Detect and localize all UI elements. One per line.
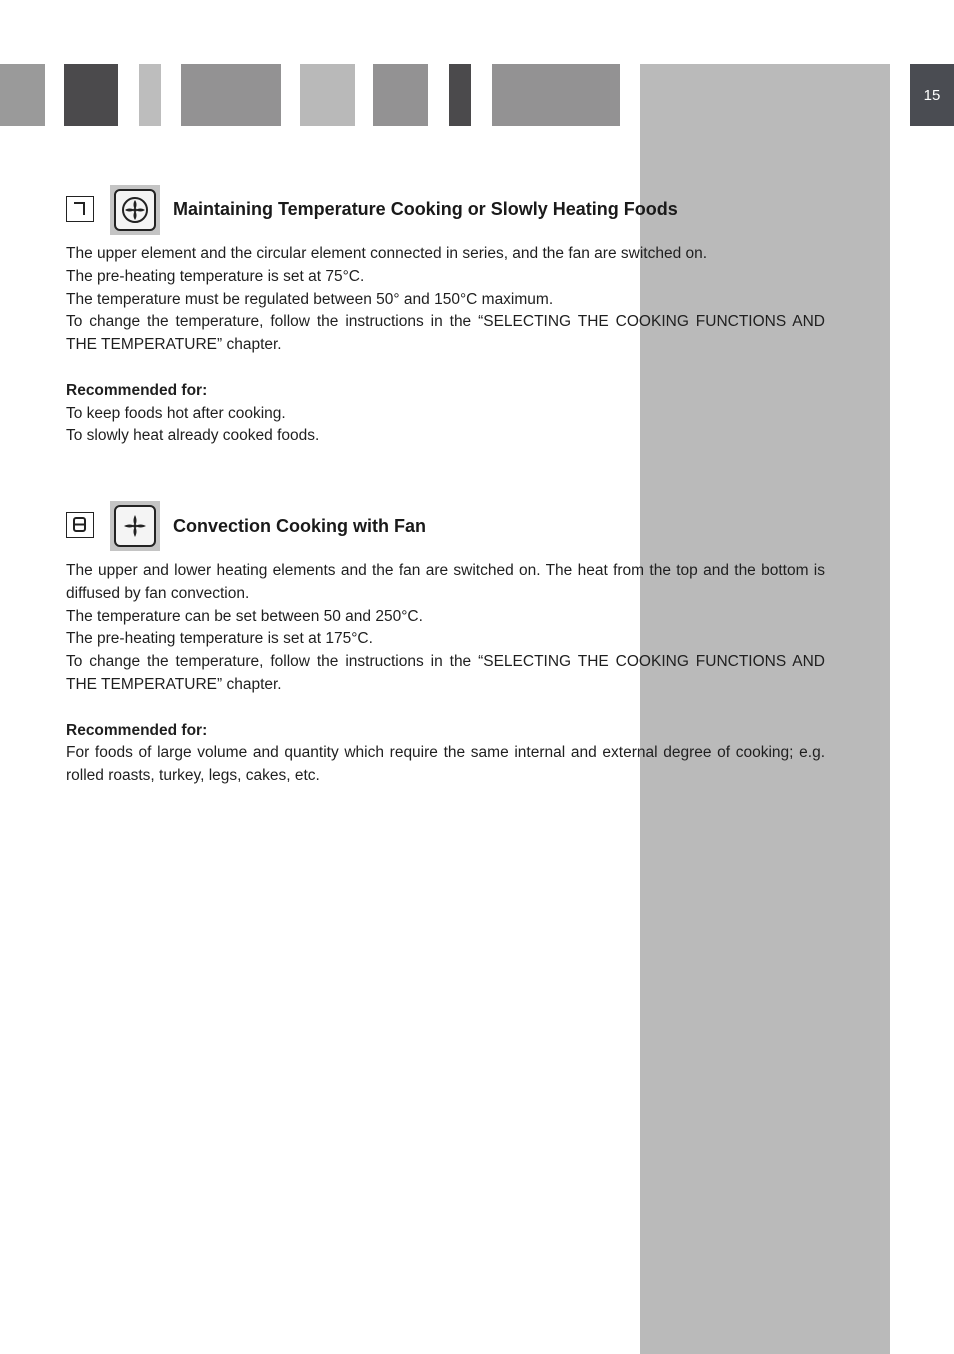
recommended-item: To keep foods hot after cooking. bbox=[66, 404, 286, 422]
band-block bbox=[492, 64, 620, 126]
body-paragraph: The temperature can be set between 50 and 250°C. bbox=[66, 607, 423, 625]
function-number-8-icon bbox=[66, 512, 94, 538]
section-title: Maintaining Temperature Cooking or Slowly Heating Foods bbox=[173, 199, 678, 219]
recommended-label: Recommended for: bbox=[66, 721, 208, 739]
section-title: Convection Cooking with Fan bbox=[173, 516, 426, 536]
band-block bbox=[449, 64, 471, 126]
recommended-label: Recommended for: bbox=[66, 381, 208, 399]
band-block bbox=[64, 64, 118, 126]
body-paragraph: To change the temperature, follow the instructions in the “SELECTING THE COOKING FUNCTIONS AND THE TEMPERATURE” chapter. bbox=[66, 653, 825, 693]
body-paragraph: The pre-heating temperature is set at 175°C. bbox=[66, 630, 373, 648]
body-paragraph: The upper and lower heating elements and the fan are switched on. The heat from the top and the bottom is diffused by fan convection. bbox=[66, 562, 825, 602]
band-block bbox=[373, 64, 428, 126]
body-paragraph: The upper element and the circular element connected in series, and the fan are switched on. bbox=[66, 245, 708, 262]
body-paragraph: The pre-heating temperature is set at 75°C. bbox=[66, 267, 365, 285]
band-block bbox=[300, 64, 355, 126]
band-block bbox=[0, 64, 45, 126]
recommended-item: To slowly heat already cooked foods. bbox=[66, 427, 320, 445]
section-body bbox=[66, 560, 825, 788]
fan-icon bbox=[110, 501, 160, 551]
section-body bbox=[66, 243, 825, 448]
body-paragraph: The temperature must be regulated between 50° and 150°C maximum. bbox=[66, 290, 554, 308]
body-paragraph: To change the temperature, follow the instructions in the “SELECTING THE COOKING FUNCTIONS AND THE TEMPERATURE” chapter. bbox=[66, 313, 825, 354]
function-number-7-icon bbox=[66, 196, 94, 222]
recommended-item: For foods of large volume and quantity which require the same internal and external degree of cooking; e.g. rolled roasts, turkey, legs, cakes, etc. bbox=[66, 744, 825, 785]
band-block bbox=[139, 64, 161, 126]
band-block bbox=[181, 64, 281, 126]
circular-element-fan-icon bbox=[110, 185, 160, 235]
page-number: 15 bbox=[910, 64, 954, 126]
